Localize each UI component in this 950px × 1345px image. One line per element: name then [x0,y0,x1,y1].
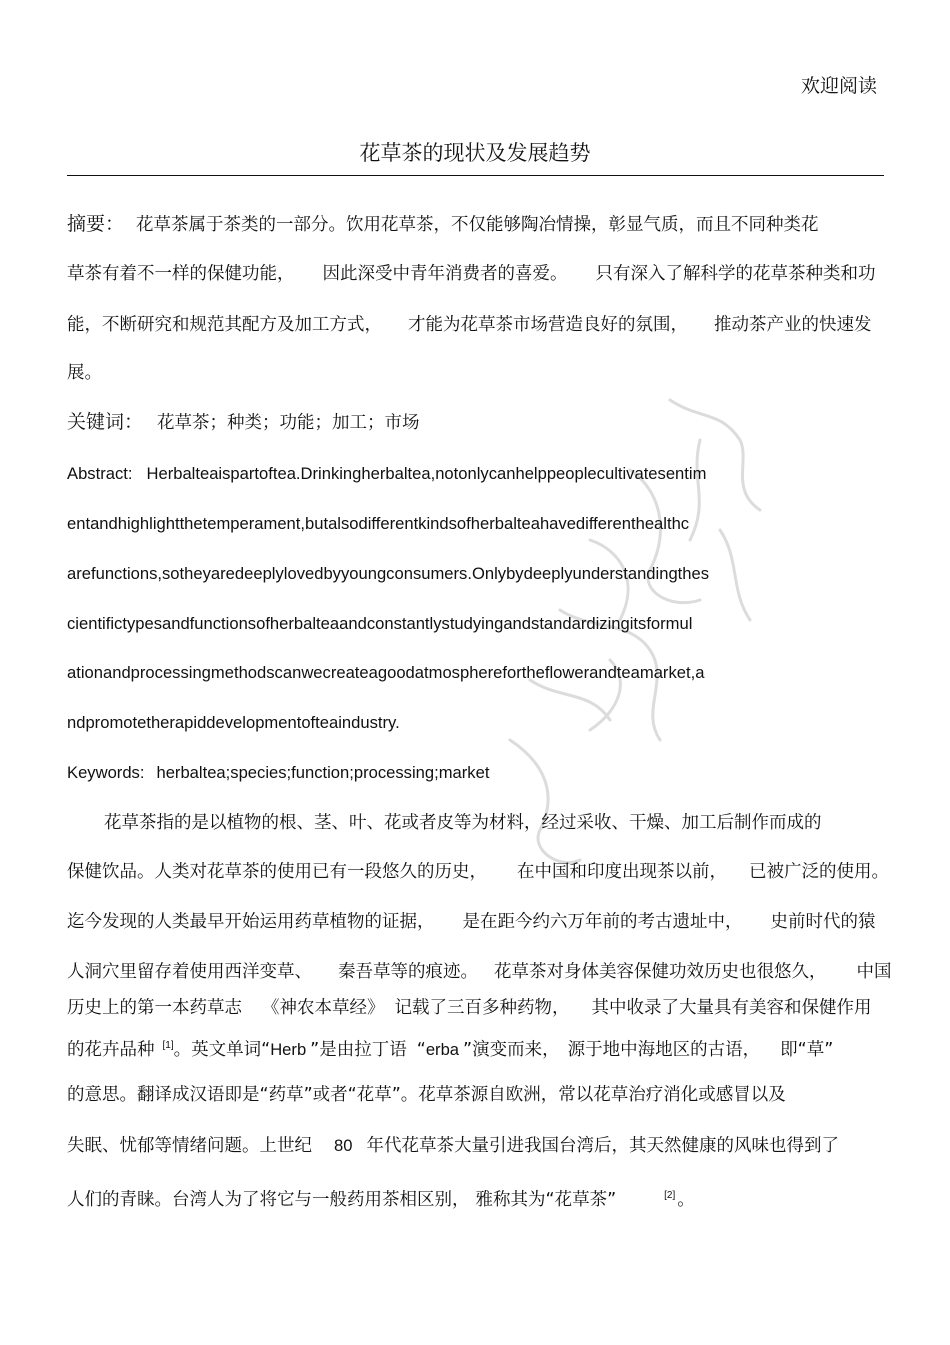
abstract-en-text: Herbalteaispartoftea.Drinkingherbaltea,notonlycanhelppeoplecultivatesentim [146,464,707,483]
abstract-en-line-4: cientifictypesandfunctionsofherbalteaandconstantlystudyingandstandardizingitsformul [67,614,693,633]
abstract-en-line-6: ndpromotetherapiddevelopmentofteaindustry. [67,713,400,732]
body-text: 年代花草茶大量引进我国台湾后，其天然健康的风味也得到了 [366,1136,839,1156]
body-text: 中国 [856,962,892,982]
page-title: 花草茶的现状及发展趋势 [359,141,591,165]
body-text: 的花卉品种 [67,1040,155,1060]
abstract-en-line-2: entandhighlightthetemperament,butalsodifferentkindsofherbalteahavedifferenthealthc [67,514,690,533]
body-line-9 [67,1184,695,1212]
abstract-cn-line-2 [67,262,876,286]
body-text: 保健饮品。人类对花草茶的使用已有一段悠久的历史， [67,862,487,882]
body-text: 。 [677,1190,695,1210]
keywords-en [67,761,489,785]
body-line-2 [67,860,889,884]
citation-ref-1: [1] [162,1040,174,1051]
abstract-cn-text: 草茶有着不一样的保健功能， [67,264,295,284]
citation-ref-2: [2] [664,1190,676,1201]
body-line-5 [67,996,872,1020]
abstract-cn-text: 因此深受中青年消费者的喜爱。 [322,264,568,284]
body-text: 失眠、忧郁等情绪问题。上世纪 [67,1136,312,1156]
body-line-1: 花草茶指的是以植物的根、茎、叶、花或者皮等为材料，经过采收、干燥、加工后制作而成的 [104,813,822,833]
body-text: 记载了三百多种药物， [394,998,570,1018]
abstract-cn-text: 才能为花草茶市场营造良好的氛围， [408,315,688,335]
abstract-cn-text: 能，不断研究和规范其配方及加工方式， [67,315,382,335]
body-text: 《神农本草经》 [262,998,385,1018]
abstract-cn-text: 花草茶属于茶类的一部分。饮用花草茶，不仅能够陶冶情操，彰显气质，而且不同种类花 [136,215,819,235]
body-text: 已被广泛的使用。 [749,862,889,882]
body-text: ”是由拉丁语 [310,1040,407,1060]
keywords-cn-label: 关键词： [67,411,144,433]
body-word-erba: erba [425,1040,460,1059]
abstract-en-line-3: arefunctions,sotheyaredeeplylovedbyyoungconsumers.Onlybydeeplyunderstandingthes [67,564,710,583]
abstract-en-label: Abstract: [67,464,133,483]
body-text: 其中收录了大量具有美容和保健作用 [591,998,872,1018]
body-text: “ [416,1040,426,1060]
body-text: 。英文单词“ [173,1040,271,1060]
body-text: 在中国和印度出现茶以前， [517,862,727,882]
body-number: 80 [334,1136,353,1155]
body-text: 源于地中海地区的古语， [567,1040,761,1060]
abstract-cn-text: 推动茶产业的快速发 [714,315,872,335]
body-text: 花草茶对身体美容保健功效历史也很悠久， [494,962,827,982]
body-line-3 [67,910,876,934]
header-text: 欢迎阅读 [800,75,877,97]
abstract-cn-line-3 [67,313,872,337]
keywords-cn-text: 花草茶；种类；功能；加工；市场 [157,413,420,433]
keywords-en-text: herbaltea;species;function;processing;market [156,763,490,782]
body-text: 人洞穴里留存着使用西洋变草、 [67,962,312,982]
abstract-cn-line-1 [67,212,819,237]
abstract-cn-text: 只有深入了解科学的花草茶种类和功 [595,264,876,284]
body-text: 史前时代的猿 [770,912,876,932]
body-text: 秦吾草等的痕迹。 [338,962,478,982]
abstract-cn-line-4 [67,361,102,385]
body-text: 历史上的第一本药草志 [67,998,242,1018]
body-line-8 [67,1134,839,1158]
body-text: ”演变而来， [463,1040,560,1060]
body-text: 人们的青睐。台湾人为了将它与一般药用茶相区别， [67,1190,470,1210]
body-text: 迄今发现的人类最早开始运用药草植物的证据， [67,912,435,932]
body-text: 即“草” [780,1040,834,1060]
body-line-4 [67,960,892,984]
body-line-6 [67,1034,833,1062]
body-text: 是在距今约六万年前的考古遗址中， [462,912,743,932]
body-line-7: 的意思。翻译成汉语即是“药草”或者“花草”。花草茶源自欧洲，常以花草治疗消化或感冒以及 [67,1085,786,1105]
body-word-herb: Herb [270,1040,307,1059]
abstract-cn-text: 展。 [67,363,102,383]
keywords-en-label: Keywords: [67,763,145,782]
abstract-en-line-5: ationandprocessingmethodscanwecreateagoodatmospherefortheflowerandteamarket,a [67,663,705,682]
keywords-cn [67,410,420,435]
title-divider [67,175,884,176]
abstract-cn-label: 摘要： [67,213,125,235]
abstract-en-line-1 [67,462,706,486]
body-text: 雅称其为“花草茶” [475,1190,617,1210]
